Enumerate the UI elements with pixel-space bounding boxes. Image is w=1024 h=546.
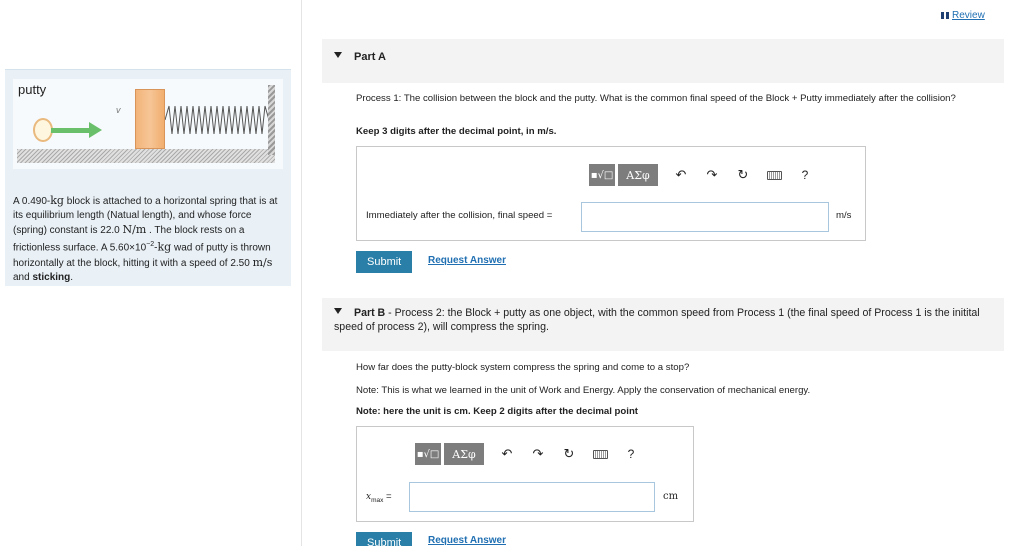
review-label: Review	[952, 10, 985, 21]
help-icon[interactable]: ?	[627, 447, 635, 461]
part-b-unit: cm	[663, 491, 679, 502]
part-b-description: - Process 2: the Block + putty as one object, with the common speed from Process 1 (the final speed of Process 1 is the initital speed of process 2), will compress the spring.	[334, 307, 980, 333]
unit-m-per-s: m/s	[252, 255, 273, 269]
problem-text: block is attached to a horizontal spring that is at its equilibrium length (Natual length), and whose force (spring) constant is 22.0	[13, 196, 278, 237]
equals-sign: =	[383, 491, 392, 502]
part-a-answer-box	[356, 146, 866, 241]
template-button[interactable]: ▪√□	[589, 164, 615, 186]
problem-text: -	[154, 242, 158, 254]
putty-ball	[33, 118, 53, 142]
part-b-math-toolbar	[415, 443, 642, 465]
problem-text: .	[70, 271, 74, 283]
undo-icon[interactable]: ↶	[675, 167, 687, 182]
problem-panel	[5, 69, 291, 286]
part-a-instruction: Keep 3 digits after the decimal point, in m/s.	[356, 126, 557, 137]
part-a-unit: m/s	[836, 210, 852, 221]
part-a-header[interactable]	[322, 39, 1004, 83]
reset-icon[interactable]: ↻	[563, 446, 575, 461]
part-b-title: Part B	[354, 307, 386, 319]
part-b-input-label	[366, 491, 392, 504]
unit-kg: kg	[157, 240, 172, 254]
column-divider	[301, 0, 302, 546]
greek-symbols-button[interactable]: AΣφ	[444, 443, 484, 465]
velocity-arrow-head	[89, 122, 102, 138]
collapse-caret-icon[interactable]	[334, 52, 342, 58]
block	[135, 89, 165, 149]
speed-mark: v	[116, 105, 121, 115]
problem-text: A 0.490-	[13, 196, 51, 207]
problem-text: wad of putty is thrown horizontally at the block, hitting it with a speed of 2.50	[13, 242, 271, 269]
part-b-request-answer-link[interactable]: Request Answer	[428, 535, 506, 546]
template-button[interactable]: ▪√□	[415, 443, 441, 465]
part-b-instruction: Note: here the unit is cm. Keep 2 digits after the decimal point	[356, 406, 638, 417]
part-b-header[interactable]	[322, 298, 1004, 351]
undo-icon[interactable]: ↶	[501, 446, 513, 461]
x-max-variable: x	[366, 492, 372, 502]
velocity-arrow	[51, 128, 91, 133]
greek-symbols-button[interactable]: AΣφ	[618, 164, 658, 186]
problem-figure	[13, 79, 283, 169]
problem-text: . The block rests on a frictionless surface. A 5.60×10	[13, 225, 245, 254]
part-a-title: Part A	[354, 51, 386, 63]
problem-text-bold: sticking	[32, 271, 71, 283]
part-a-question: Process 1: The collision between the block and the putty. What is the common final speed of the Block + Putty immediately after the collision?	[356, 93, 956, 104]
keyboard-icon[interactable]	[589, 443, 611, 465]
reset-icon[interactable]: ↻	[737, 167, 749, 182]
x-max-input[interactable]	[409, 482, 655, 512]
wall	[268, 85, 275, 155]
part-b-submit-button[interactable]: Submit	[356, 532, 412, 546]
keyboard-icon[interactable]	[763, 164, 785, 186]
exponent: −2	[146, 241, 155, 249]
part-a-input-label: Immediately after the collision, final speed =	[366, 210, 553, 221]
unit-n-per-m: N/m	[122, 223, 147, 237]
review-icon	[941, 12, 949, 19]
part-b-answer-box	[356, 426, 694, 522]
part-a-request-answer-link[interactable]: Request Answer	[428, 255, 506, 266]
review-link[interactable]	[941, 10, 985, 21]
redo-icon[interactable]: ↷	[706, 167, 718, 182]
part-b-question: How far does the putty-block system compress the spring and come to a stop?	[356, 362, 690, 373]
problem-text: and	[13, 271, 33, 283]
x-max-subscript: max	[371, 496, 384, 504]
frictionless-surface	[17, 149, 275, 163]
help-icon[interactable]: ?	[801, 168, 809, 182]
part-a-math-toolbar	[589, 164, 816, 186]
final-speed-input[interactable]	[581, 202, 829, 232]
figure-label-putty: putty	[18, 82, 47, 97]
part-a-submit-button[interactable]: Submit	[356, 251, 412, 273]
part-b-note: Note: This is what we learned in the unit of Work and Energy. Apply the conservation of mechanical energy.	[356, 385, 811, 396]
redo-icon[interactable]: ↷	[532, 446, 544, 461]
unit-kg: kg	[50, 194, 64, 207]
collapse-caret-icon[interactable]	[334, 308, 342, 314]
spring-icon	[165, 101, 269, 139]
problem-statement	[13, 194, 285, 285]
